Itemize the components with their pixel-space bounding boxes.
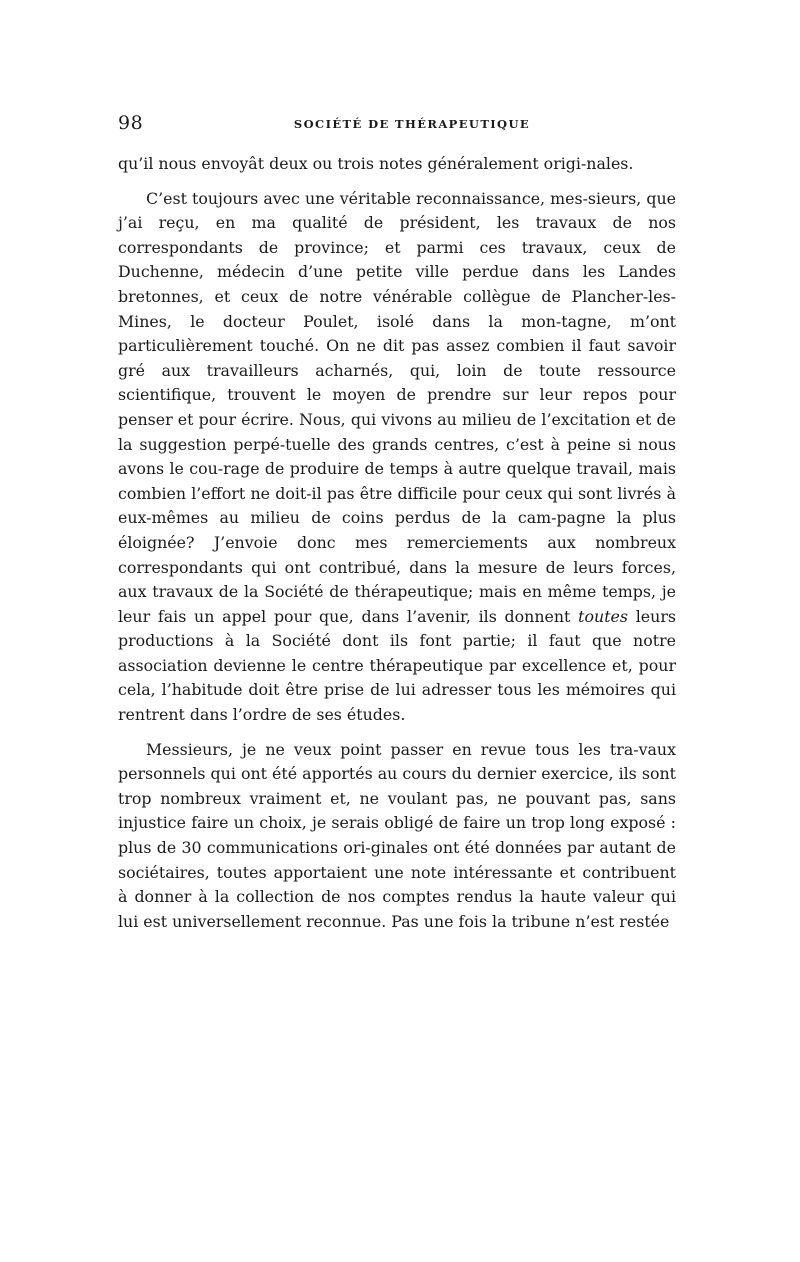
running-head: SOCIÉTÉ DE THÉRAPEUTIQUE — [293, 117, 531, 131]
body-text — [118, 152, 676, 934]
paragraph-2-text-end: leurs productions à la Société dont ils font partie; il faut que notre association devienne le centre thérapeutique par excellence et, pour cela, l’habitude doit être prise de lui adresser tous les mémoires qui rentrent dans l’ordre de ses études. — [118, 606, 676, 725]
paragraph-2 — [118, 187, 676, 728]
book-page — [118, 112, 676, 934]
page-number: 98 — [118, 112, 144, 134]
page-header — [118, 112, 676, 142]
paragraph-1-text: qu’il nous envoyât deux ou trois notes généralement origi-nales. — [118, 154, 634, 173]
paragraph-1 — [118, 152, 676, 177]
paragraph-3 — [118, 738, 676, 935]
paragraph-2-emphasis: toutes — [578, 606, 628, 626]
paragraph-2-text-start: C’est toujours avec une véritable reconnaissance, mes-sieurs, que j’ai reçu, en ma qualité de président, les travaux de nos correspondants de province; et parmi ces travaux, ceux de Duchenne, médecin d’une petite ville perdue dans les Landes bretonnes, et ceux de notre vénérable collègue de Plancher-les-Mines, le docteur Poulet, isolé dans la mon-tagne, m’ont particulièrement touché. On ne dit pas assez combien il faut savoir gré aux travailleurs acharnés, qui, loin de toute ressource scientifique, trouvent le moyen de prendre sur leur repos pour penser et pour écrire. Nous, qui vivons au milieu de l’excitation et de la suggestion perpé-tuelle des grands centres, c’est à peine si nous avons le cou-rage de produire de temps à autre quelque travail, mais combien l’effort ne doit-il pas être difficile pour ceux qui sont livrés à eux-mêmes au milieu de coins perdus de la cam-pagne la plus éloignée? J’envoie donc mes remerciements aux nombreux correspondants qui ont contribué, dans la mesure de leurs forces, aux travaux de la Société de thérapeutique; mais en même temps, je leur fais un appel pour que, dans l’avenir, ils donnent — [118, 188, 676, 626]
paragraph-3-text: Messieurs, je ne veux point passer en revue tous les tra-vaux personnels qui ont été apportés au cours du dernier exercice, ils sont trop nombreux vraiment et, ne voulant pas, ne pouvant pas, sans injustice faire un choix, je serais obligé de faire un trop long exposé : plus de 30 communications ori-ginales ont été données par autant de sociétaires, toutes apportaient une note intéressante et contribuent à donner à la collection de nos comptes rendus la haute valeur qui lui est universellement reconnue. Pas une fois la tribune n’est restée — [118, 739, 676, 931]
